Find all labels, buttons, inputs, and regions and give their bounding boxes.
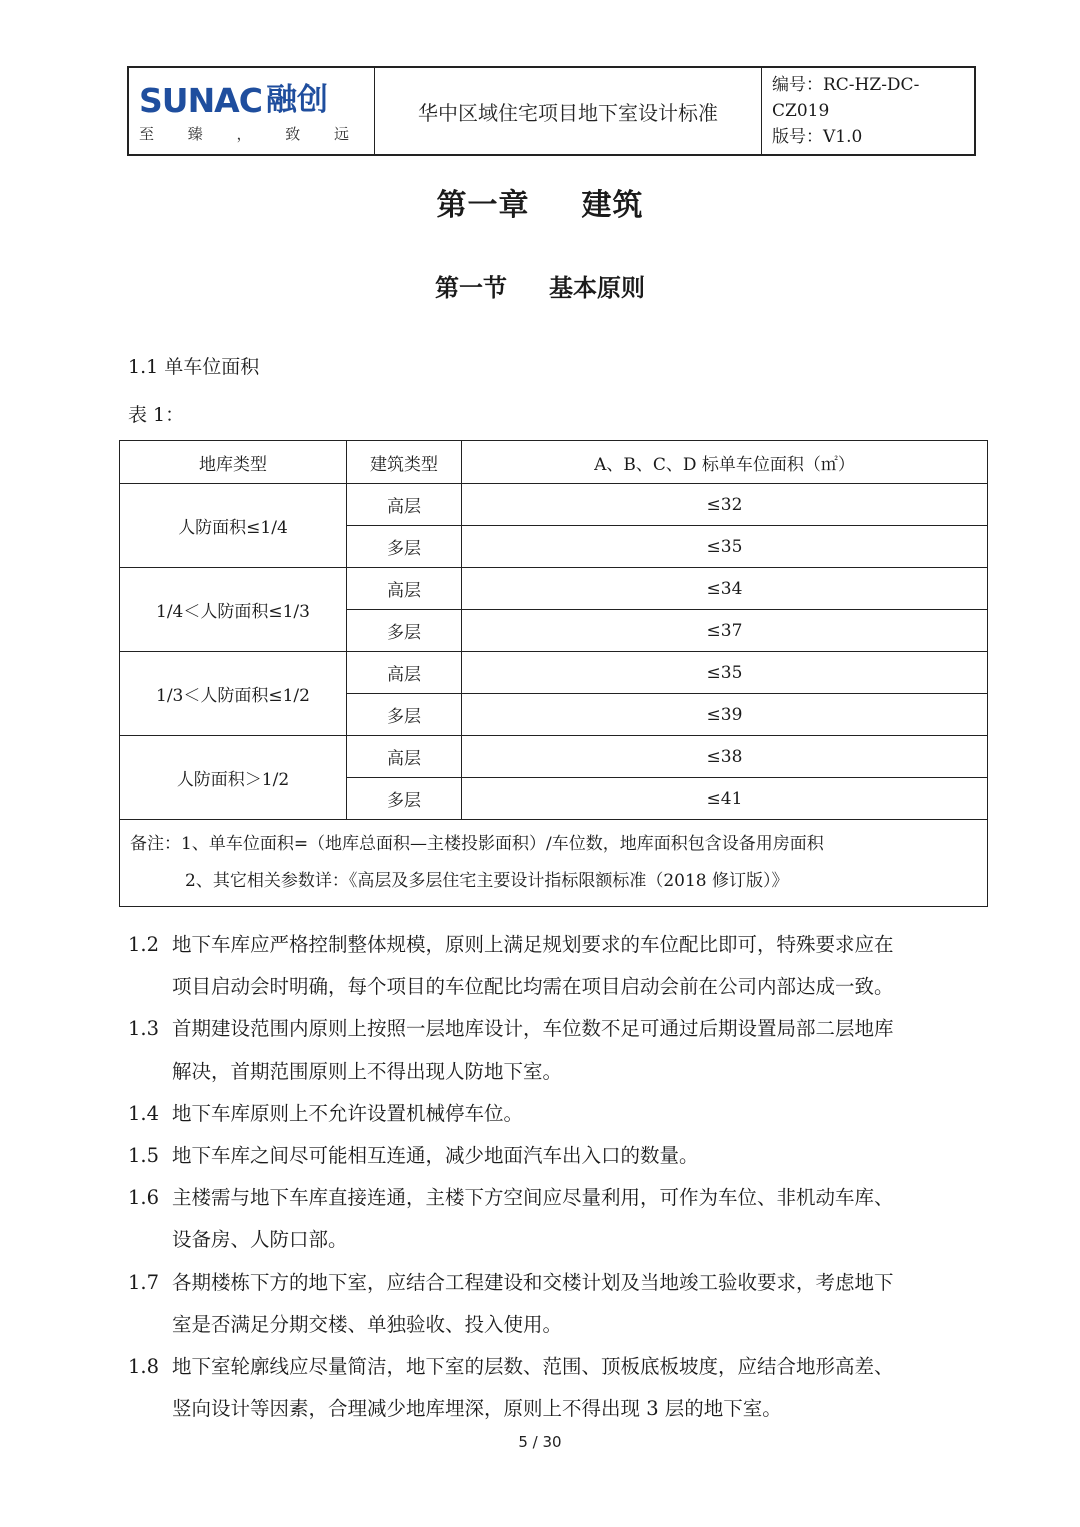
clause-text-line: 首期建设范围内原则上按照一层地库设计，车位数不足可通过后期设置局部二层地库 — [172, 1017, 894, 1041]
building-type-cell: 多层 — [347, 610, 462, 652]
section-title: 基本原则 — [549, 273, 645, 302]
parking-area-table — [119, 440, 988, 907]
document-version: 版号：V1.0 — [772, 127, 863, 147]
clause-item — [128, 1093, 988, 1135]
building-type-cell: 多层 — [347, 778, 462, 820]
table-row — [120, 568, 988, 610]
table-label: 表 1： — [128, 404, 185, 426]
area-value-cell: ≤35 — [462, 652, 988, 694]
clause-item — [128, 1177, 988, 1261]
clause-item — [128, 1008, 988, 1092]
logo-chinese-text: 融创 — [265, 82, 328, 118]
document-title: 华中区域住宅项目地下室设计标准 — [375, 68, 762, 154]
column-header: 地库类型 — [120, 441, 347, 484]
clause-list — [128, 924, 988, 1430]
table-header-row — [120, 441, 988, 484]
clause-text-line: 地下室轮廓线应尽量简洁，地下室的层数、范围、顶板底板坡度，应结合地形高差、 — [172, 1355, 894, 1379]
clause-number: 1.3 — [128, 1017, 160, 1041]
table-note: 备注：1、单车位面积=（地库总面积—主楼投影面积）/车位数，地库面积包含设备用房面积 — [130, 834, 824, 854]
table-row — [120, 736, 988, 778]
garage-type-cell: 人防面积≤1/4 — [120, 484, 347, 568]
clause-text-line: 室是否满足分期交楼、单独验收、投入使用。 — [172, 1312, 563, 1336]
clause-number: 1.5 — [128, 1144, 160, 1168]
building-type-cell: 高层 — [347, 568, 462, 610]
clause-item — [128, 924, 988, 1008]
garage-type-cell: 1/3＜人防面积≤1/2 — [120, 652, 347, 736]
slogan-char: ， — [236, 125, 252, 143]
clause-text-line: 各期楼栋下方的地下室，应结合工程建设和交楼计划及当地竣工验收要求，考虑地下 — [172, 1270, 894, 1294]
table-row — [120, 652, 988, 694]
clause-item — [128, 1135, 988, 1177]
building-type-cell: 高层 — [347, 736, 462, 778]
building-type-cell: 高层 — [347, 484, 462, 526]
chapter-title: 建筑 — [581, 188, 644, 223]
document-code-block — [762, 68, 974, 154]
section-heading — [0, 268, 1080, 303]
clause-text-line: 地下车库之间尽可能相互连通，减少地面汽车出入口的数量。 — [172, 1144, 699, 1168]
area-value-cell: ≤35 — [462, 526, 988, 568]
clause-number: 1.4 — [128, 1101, 160, 1125]
section-number: 第一节 — [435, 273, 507, 302]
page-number: 5 / 30 — [518, 1433, 562, 1451]
table-notes — [120, 820, 988, 907]
slogan-char: 臻 — [187, 125, 203, 143]
table-row — [120, 484, 988, 526]
clause-item — [128, 1346, 988, 1430]
chapter-heading — [0, 180, 1080, 224]
clause-text-line: 解决，首期范围原则上不得出现人防地下室。 — [172, 1059, 563, 1083]
area-value-cell: ≤34 — [462, 568, 988, 610]
column-header: 建筑类型 — [347, 441, 462, 484]
slogan-char: 至 — [139, 125, 155, 143]
clause-text-line: 项目启动会时明确，每个项目的车位配比均需在项目启动会前在公司内部达成一致。 — [172, 975, 894, 999]
clause-text-line: 竖向设计等因素，合理减少地库埋深，原则上不得出现 3 层的地下室。 — [172, 1397, 782, 1421]
document-code: 编号：RC-HZ-DC-CZ019 — [772, 75, 920, 121]
subsection-heading: 1.1 单车位面积 — [128, 356, 260, 378]
clause-text-line: 设备房、人防口部。 — [172, 1228, 348, 1252]
area-value-cell: ≤41 — [462, 778, 988, 820]
garage-type-cell: 1/4＜人防面积≤1/3 — [120, 568, 347, 652]
chapter-number: 第一章 — [436, 188, 530, 223]
building-type-cell: 多层 — [347, 694, 462, 736]
clause-number: 1.6 — [128, 1186, 160, 1210]
table-note: 2、其它相关参数详：《高层及多层住宅主要设计指标限额标准（2018 修订版）》 — [185, 871, 789, 891]
slogan-char: 致 — [285, 125, 301, 143]
logo — [129, 68, 375, 154]
logo-latin-text: SUNAC — [139, 81, 262, 120]
area-value-cell: ≤38 — [462, 736, 988, 778]
logo-slogan — [139, 123, 349, 144]
building-type-cell: 多层 — [347, 526, 462, 568]
building-type-cell: 高层 — [347, 652, 462, 694]
area-value-cell: ≤37 — [462, 610, 988, 652]
clause-number: 1.7 — [128, 1270, 160, 1294]
clause-number: 1.8 — [128, 1355, 160, 1379]
clause-text-line: 主楼需与地下车库直接连通，主楼下方空间应尽量利用，可作为车位、非机动车库、 — [172, 1186, 894, 1210]
slogan-char: 远 — [333, 125, 349, 143]
table-notes-row — [120, 820, 988, 907]
area-value-cell: ≤39 — [462, 694, 988, 736]
clause-text-line: 地下车库原则上不允许设置机械停车位。 — [172, 1101, 524, 1125]
clause-number: 1.2 — [128, 933, 160, 956]
garage-type-cell: 人防面积＞1/2 — [120, 736, 347, 820]
clause-item — [128, 1262, 988, 1346]
document-header — [127, 66, 976, 156]
column-header: A、B、C、D 标单车位面积（㎡） — [462, 441, 988, 484]
area-value-cell: ≤32 — [462, 484, 988, 526]
clause-text-line: 地下车库应严格控制整体规模，原则上满足规划要求的车位配比即可，特殊要求应在 — [172, 933, 894, 956]
